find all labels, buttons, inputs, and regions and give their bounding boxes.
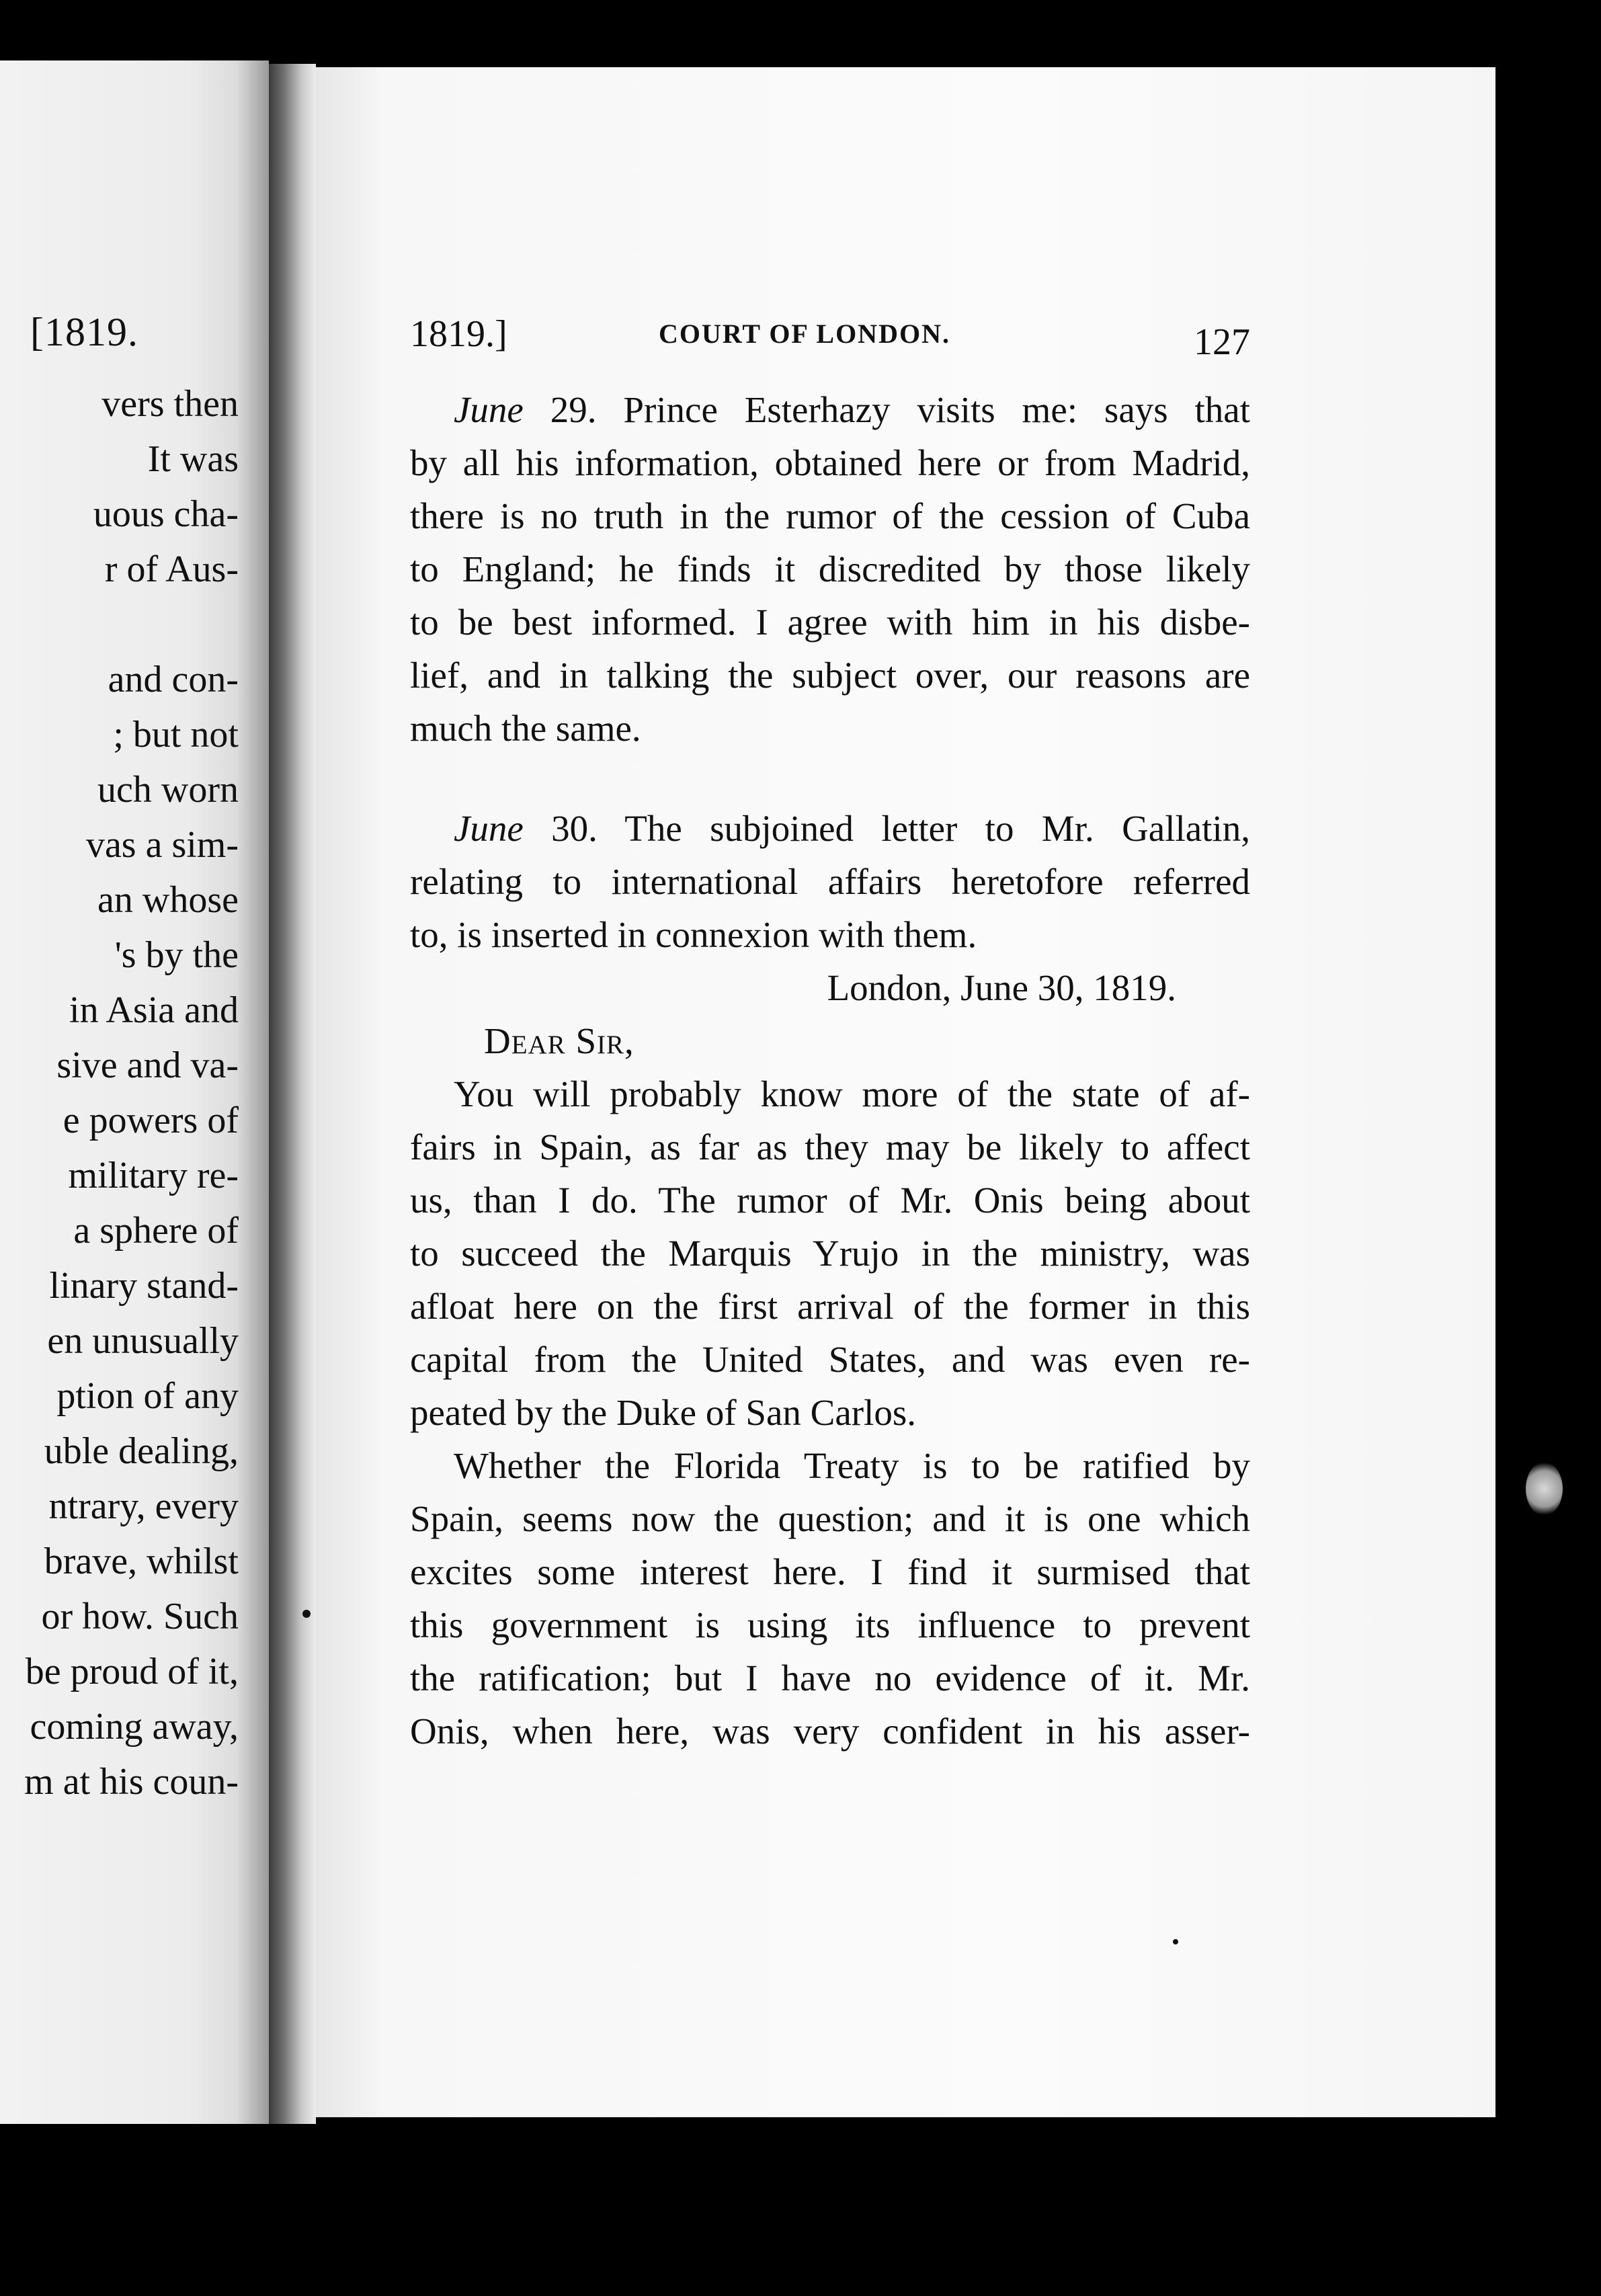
left-line: linary stand- [49, 1265, 239, 1307]
letter-paragraph-line: to succeed the Marquis Yrujo in the ministry, was [410, 1233, 1250, 1274]
running-head-title: COURT OF LONDON. [659, 319, 950, 349]
letter-paragraph-line: afloat here on the first arrival of the former in this [410, 1286, 1250, 1327]
letter-paragraph-line: excites some interest here. I find it surmised that [410, 1551, 1250, 1592]
left-line: e powers of [63, 1100, 239, 1141]
left-line: vas a sim- [85, 824, 239, 866]
left-line: a sphere of [73, 1210, 239, 1252]
left-line: be proud of it, [25, 1651, 239, 1692]
entry-june-30-line: June 30. The subjoined letter to Mr. Gallatin, [454, 808, 1250, 849]
letter-paragraph-line: the ratification; but I have no evidence of it. Mr. [410, 1657, 1250, 1698]
entry-june-29-line: much the same. [410, 708, 641, 749]
left-page-text [0, 376, 239, 1809]
letter-paragraph-line: Spain, seems now the question; and it is one which [410, 1498, 1250, 1539]
left-line: ption of any [56, 1375, 239, 1417]
letter-paragraph-line: Whether the Florida Treaty is to be ratified by [454, 1445, 1250, 1486]
left-line: en unusually [47, 1320, 239, 1362]
left-line: or how. Such [41, 1596, 239, 1637]
left-line [0, 597, 239, 652]
left-line: in Asia and [69, 989, 239, 1031]
entry-date: June [454, 808, 524, 849]
left-line: vers then [101, 383, 239, 425]
left-line: an whose [97, 879, 239, 921]
letter-paragraph-line: You will probably know more of the state of af- [454, 1073, 1250, 1114]
left-line: sive and va- [56, 1044, 239, 1086]
entry-june-30-line: to, is inserted in connexion with them. [410, 914, 977, 955]
letter-paragraph-line: peated by the Duke of San Carlos. [410, 1392, 917, 1433]
letter-paragraph-line: us, than I do. The rumor of Mr. Onis being about [410, 1180, 1250, 1221]
left-running-head: [1819. [30, 310, 138, 354]
ink-speck [1173, 1939, 1178, 1944]
left-line: military re- [68, 1155, 239, 1196]
paragraph-gap [410, 755, 1250, 802]
entry-june-29-line: by all his information, obtained here or from Madrid, [410, 442, 1250, 483]
left-line: ntrary, every [48, 1485, 239, 1527]
left-line: and con- [108, 659, 239, 700]
left-line: uble dealing, [44, 1430, 239, 1472]
letter-paragraph-line: this government is using its influence to prevent [410, 1604, 1250, 1645]
entry-june-29-line: lief, and in talking the subject over, our reasons are [410, 655, 1250, 696]
left-line: brave, whilst [44, 1541, 239, 1582]
letter-place-date: London, June 30, 1819. [827, 967, 1176, 1008]
entry-june-29-line: to be best informed. I agree with him in his disbe- [410, 602, 1250, 643]
entry-june-29-line: June 29. Prince Esterhazy visits me: says that [454, 389, 1250, 430]
right-page [316, 67, 1495, 2117]
left-line: r of Aus- [104, 548, 239, 590]
book-gutter-shadow [269, 64, 316, 2124]
left-line: uch worn [97, 769, 239, 811]
left-line: 's by the [114, 934, 239, 976]
entry-june-29-line: there is no truth in the rumor of the cession of Cuba [410, 495, 1250, 536]
left-line: coming away, [30, 1706, 239, 1748]
left-line: uous cha- [93, 493, 239, 535]
running-head [410, 313, 1250, 366]
left-line: It was [147, 438, 239, 480]
scan-border [1495, 0, 1601, 2296]
page-body [410, 383, 1250, 1758]
letter-paragraph-line: Onis, when here, was very confident in his asser- [410, 1711, 1250, 1752]
letter-salutation: Dear Sir, [484, 1020, 634, 1061]
left-line: ; but not [113, 714, 239, 755]
letter-paragraph-line: capital from the United States, and was even re- [410, 1339, 1250, 1380]
entry-june-30-line: relating to international affairs heretofore referred [410, 861, 1250, 902]
entry-date: June [454, 389, 524, 430]
page-number: 127 [1194, 321, 1250, 363]
running-head-year: 1819.] [410, 313, 507, 355]
page-edge-blemish [1526, 1462, 1563, 1516]
letter-paragraph-line: fairs in Spain, as far as they may be likely to affect [410, 1126, 1250, 1167]
entry-june-29-line: to England; he finds it discredited by those likely [410, 548, 1250, 589]
ink-speck [302, 1610, 311, 1618]
left-page [0, 60, 269, 2124]
left-line: m at his coun- [24, 1761, 239, 1803]
